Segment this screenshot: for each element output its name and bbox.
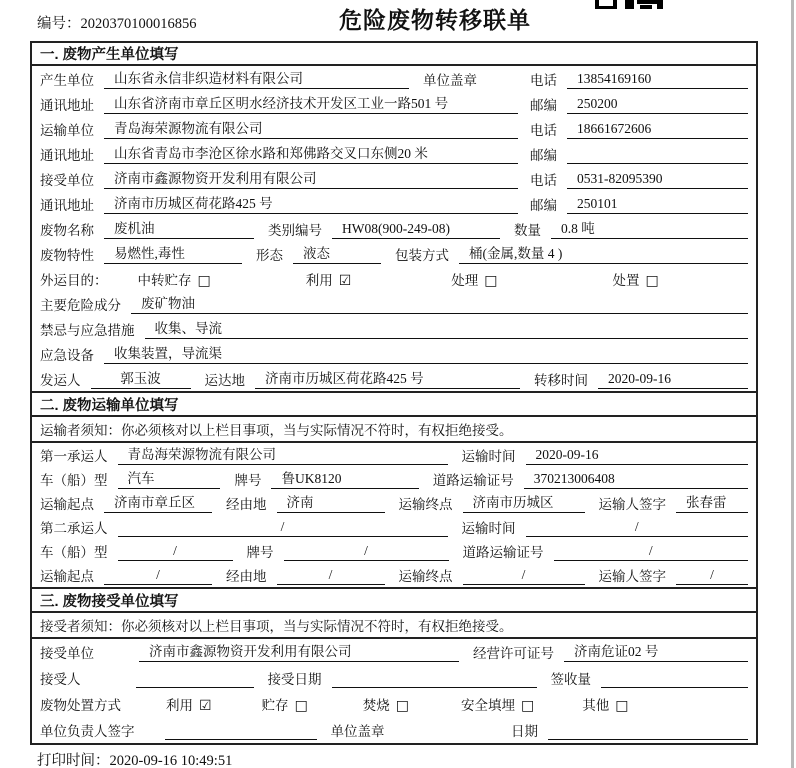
vehicle-type-value: 汽车 (118, 469, 221, 489)
zip-group (530, 194, 748, 214)
checkbox-checked-icon: ☑ (338, 272, 352, 289)
phone-value: 13854169160 (567, 69, 748, 89)
option-label: 利用 (166, 698, 193, 713)
option-dispose (613, 269, 659, 289)
row-receiver-unit (32, 166, 756, 191)
first-carrier-label: 第一承运人 (40, 449, 108, 464)
via-label: 经由地 (226, 569, 267, 584)
phone-label: 电话 (530, 172, 557, 188)
row-taboo-measures (32, 316, 756, 341)
acceptor-label: 接受人 (40, 672, 81, 687)
transport-time-value: 2020-09-16 (526, 445, 749, 465)
phone-label: 电话 (530, 72, 557, 88)
accept-date-value (332, 668, 537, 688)
plate-value: 鲁UK8120 (271, 469, 418, 489)
carrier-sign-label: 运输人签字 (598, 497, 666, 512)
row-accept-unit (32, 639, 756, 665)
category-code-value: HW08(900-249-08) (332, 219, 500, 239)
phone-value: 0531-82095390 (567, 169, 748, 189)
unit-seal-label: 单位盖章 (330, 724, 385, 739)
checkbox-checked-icon: ☑ (199, 698, 212, 714)
address-label: 通讯地址 (40, 147, 94, 163)
phone-group (530, 119, 748, 139)
option-transit-storage (138, 269, 211, 289)
plate-label: 牌号 (246, 545, 274, 560)
checkbox-icon: □ (521, 698, 535, 714)
road-permit-value: / (554, 541, 749, 561)
destination-label: 运达地 (204, 372, 245, 388)
disposal-method-label: 废物处置方式 (40, 698, 121, 713)
row-manager-sign (32, 717, 756, 743)
checkbox-icon: □ (615, 698, 629, 714)
waste-name-label: 废物名称 (40, 222, 94, 238)
print-time-value: 2020-09-16 10:49:51 (109, 753, 233, 768)
transport-time-value: / (526, 517, 749, 537)
row-transport-address (32, 141, 756, 166)
serial-value: 2020370100016856 (80, 16, 197, 32)
option-utilize (306, 269, 352, 289)
accept-unit-label: 接受单位 (40, 646, 94, 661)
page-right-edge (791, 0, 794, 768)
transfer-time-label: 转移时间 (534, 372, 588, 388)
qr-block (625, 0, 634, 9)
qr-code-fragment-icon (595, 0, 665, 10)
option-label: 其他 (582, 698, 610, 713)
second-carrier-value: / (118, 517, 448, 537)
qr-block (657, 0, 663, 9)
address-value: 济南市历城区荷花路425 号 (104, 194, 518, 214)
row-route-2 (32, 563, 756, 587)
qr-block (640, 5, 652, 9)
vehicle-type-value: / (118, 541, 233, 561)
transport-unit-label: 运输单位 (40, 122, 94, 138)
option-utilize (166, 694, 212, 714)
waste-name-value: 废机油 (104, 219, 254, 239)
option-label: 利用 (305, 272, 333, 288)
road-permit-value: 370213006408 (524, 469, 748, 489)
transport-time-label: 运输时间 (461, 521, 516, 536)
accept-date-label: 接受日期 (267, 672, 322, 687)
address-label: 通讯地址 (40, 197, 94, 213)
option-incinerate (363, 694, 409, 714)
serial-label: 编号： (37, 16, 81, 32)
transport-time-label: 运输时间 (461, 449, 516, 464)
manifest-form-table (30, 41, 758, 745)
row-vehicle-1 (32, 467, 756, 491)
option-label: 处理 (451, 272, 479, 288)
row-shipper (32, 366, 756, 391)
via-label: 经由地 (226, 497, 267, 512)
acceptor-value (136, 668, 254, 688)
checkbox-icon: □ (395, 698, 410, 714)
section-producer (32, 43, 756, 391)
row-producer-unit (32, 66, 756, 91)
vehicle-type-label: 车（船）型 (40, 545, 108, 560)
section3-heading: 三. 废物接受单位填写 (32, 587, 756, 613)
terminus-label: 运输终点 (398, 497, 453, 512)
phone-label: 电话 (530, 122, 557, 138)
option-label: 焚烧 (362, 698, 390, 713)
unit-seal-label: 单位盖章 (423, 72, 477, 88)
row-transport-unit (32, 116, 756, 141)
row-hazard-components (32, 291, 756, 316)
zip-label: 邮编 (530, 147, 557, 163)
checkbox-icon: □ (484, 272, 498, 289)
purpose-label: 外运目的： (40, 272, 108, 288)
emergency-equipment-label: 应急设备 (40, 347, 94, 363)
carrier-sign-label: 运输人签字 (598, 569, 666, 584)
row-receiver-address (32, 191, 756, 216)
transport-unit-value: 青岛海荣源物流有限公司 (104, 119, 518, 139)
option-label: 安全填埋 (461, 698, 516, 713)
quantity-label: 数量 (514, 222, 541, 238)
row-waste-name (32, 216, 756, 241)
form-state-value: 液态 (293, 244, 381, 264)
plate-label: 牌号 (234, 473, 262, 488)
license-value: 济南危证02 号 (564, 642, 748, 662)
road-permit-label: 道路运输证号 (462, 545, 544, 560)
date-value (548, 720, 748, 740)
zip-group (530, 94, 748, 114)
origin-label: 运输起点 (40, 497, 94, 512)
hazard-components-label: 主要危险成分 (40, 297, 121, 313)
row-producer-address (32, 91, 756, 116)
producer-unit-value: 山东省永信非织造材料有限公司 (104, 69, 409, 89)
origin-value: / (104, 565, 212, 585)
option-landfill (461, 694, 534, 714)
zip-label: 邮编 (530, 97, 557, 113)
option-label: 处置 (612, 272, 640, 288)
origin-label: 运输起点 (40, 569, 94, 584)
taboo-measures-label: 禁忌与应急措施 (40, 322, 135, 338)
receiver-notice: 接受者须知：你必须核对以上栏目事项，当与实际情况不符时，有权拒绝接受。 (32, 613, 756, 639)
zip-value: 250200 (567, 94, 748, 114)
zip-group (530, 144, 748, 164)
zip-value: 250101 (567, 194, 748, 214)
producer-unit-label: 产生单位 (40, 72, 94, 88)
quantity-value: 0.8 吨 (551, 219, 748, 239)
terminus-value: 济南市历城区 (463, 493, 585, 513)
checkbox-icon: □ (197, 272, 211, 289)
address-value: 山东省济南市章丘区明水经济技术开发区工业一路501 号 (104, 94, 518, 114)
option-label: 贮存 (261, 698, 289, 713)
accept-unit-value: 济南市鑫源物资开发利用有限公司 (139, 642, 459, 662)
origin-value: 济南市章丘区 (104, 493, 212, 513)
carrier-sign-value: 张春雷 (676, 493, 748, 513)
section-transporter (32, 391, 756, 587)
row-acceptor (32, 665, 756, 691)
via-value: / (277, 565, 385, 585)
destination-value: 济南市历城区荷花路425 号 (255, 369, 520, 389)
manager-sign-value (165, 720, 317, 740)
row-transfer-purpose (32, 266, 756, 291)
taboo-measures-value: 收集、导流 (145, 319, 749, 339)
via-value: 济南 (277, 493, 385, 513)
packing-value: 桶(金属,数量 4 ) (459, 244, 748, 264)
transporter-notice: 运输者须知：你必须核对以上栏目事项，当与实际情况不符时，有权拒绝接受。 (32, 417, 756, 443)
road-permit-label: 道路运输证号 (432, 473, 514, 488)
vehicle-type-label: 车（船）型 (40, 473, 108, 488)
checkbox-icon: □ (294, 698, 308, 714)
terminus-label: 运输终点 (398, 569, 453, 584)
phone-group (530, 169, 748, 189)
receiver-unit-value: 济南市鑫源物资开发利用有限公司 (104, 169, 518, 189)
address-label: 通讯地址 (40, 97, 94, 113)
row-disposal-method (32, 691, 756, 717)
row-emergency-equipment (32, 341, 756, 366)
waste-traits-value: 易燃性,毒性 (104, 244, 242, 264)
row-vehicle-2 (32, 539, 756, 563)
row-waste-traits (32, 241, 756, 266)
section2-heading: 二. 废物运输单位填写 (32, 391, 756, 417)
category-code-label: 类别编号 (268, 222, 322, 238)
row-first-carrier (32, 443, 756, 467)
emergency-equipment-value: 收集装置，导流渠 (104, 344, 748, 364)
terminus-value: / (463, 565, 585, 585)
received-qty-value (601, 668, 748, 688)
section-receiver (32, 587, 756, 743)
form-state-label: 形态 (256, 247, 283, 263)
waste-traits-label: 废物特性 (40, 247, 94, 263)
shipper-value: 郭玉波 (91, 369, 191, 389)
packing-label: 包装方式 (395, 247, 449, 263)
zip-value (567, 144, 748, 164)
receiver-unit-label: 接受单位 (40, 172, 94, 188)
qr-block (637, 0, 657, 4)
option-treat (451, 269, 497, 289)
manager-sign-label: 单位负责人签字 (40, 724, 135, 739)
print-time-label: 打印时间： (37, 753, 110, 768)
transfer-time-value: 2020-09-16 (598, 369, 748, 389)
option-other (582, 694, 628, 714)
document-title: 危险废物转移联单 (339, 7, 531, 33)
license-label: 经营许可证号 (473, 646, 554, 661)
date-label: 日期 (511, 724, 538, 739)
section1-heading: 一. 废物产生单位填写 (32, 43, 756, 66)
hazard-components-value: 废矿物油 (131, 294, 748, 314)
address-value: 山东省青岛市李沧区徐水路和郑佛路交叉口东侧20 米 (104, 144, 518, 164)
shipper-label: 发运人 (40, 372, 81, 388)
phone-value: 18661672606 (567, 119, 748, 139)
received-qty-label: 签收量 (550, 672, 591, 687)
zip-label: 邮编 (530, 197, 557, 213)
option-label: 中转贮存 (137, 272, 192, 288)
row-route-1 (32, 491, 756, 515)
plate-value: / (284, 541, 449, 561)
carrier-sign-value: / (676, 565, 748, 585)
option-store (262, 694, 308, 714)
checkbox-icon: □ (645, 272, 659, 289)
second-carrier-label: 第二承运人 (40, 521, 108, 536)
first-carrier-value: 青岛海荣源物流有限公司 (118, 445, 448, 465)
qr-block (595, 0, 617, 9)
phone-group (530, 69, 748, 89)
print-time-line (37, 749, 232, 768)
row-second-carrier (32, 515, 756, 539)
